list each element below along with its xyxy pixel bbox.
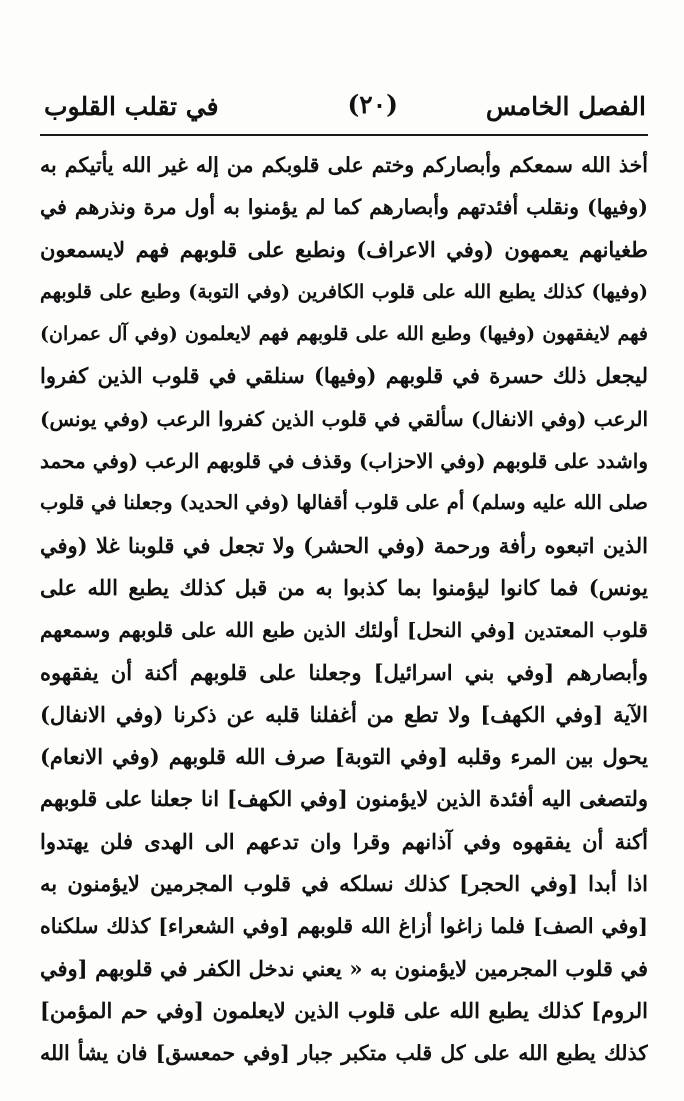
text-line: الروم] كذلك يطبع الله على قلوب الذين لايعلمون [وفي حم المؤمن]	[40, 997, 648, 1023]
text-line: الذين اتبعوه رأفة ورحمة (وفي الحشر) ولا تجعل في قلوبنا غلا (وفي	[40, 532, 648, 558]
text-line: يحول بين المرء وقلبه [وفي التوبة] صرف الله قلوبهم (وفي الانعام)	[40, 744, 648, 770]
text-line: [وفي الصف] فلما زاغوا أزاغ الله قلوبهم [وفي الشعراء] كذلك سلكناه	[40, 914, 648, 939]
chapter-title: الفصل الخامس	[485, 92, 646, 121]
text-line: واشدد على قلوبهم (وفي الاحزاب) وقذف في قلوبهم الرعب (وفي محمد	[40, 449, 648, 474]
text-line: أكنة أن يفقهوه وفي آذانهم وقرا وان تدعهم الى الهدى فلن يهتدوا	[40, 828, 648, 854]
page-header	[38, 92, 648, 132]
text-line: في قلوب المجرمين لايؤمنون به « يعني ندخل الكفر في قلوبهم [وفي	[40, 955, 648, 981]
text-line: كذلك يطبع الله على كل قلب متكبر جبار [وفي حمعسق] فان يشأ الله	[40, 1041, 648, 1066]
page-number: (٢٠)	[347, 90, 398, 119]
body-text	[40, 144, 648, 1075]
text-line: ولتصغى اليه أفئدة الذين لايؤمنون [وفي الكهف] انا جعلنا على قلوبهم	[40, 786, 648, 812]
text-line: أخذ الله سمعكم وأبصاركم وختم على قلوبكم من إله غير الله يأتيكم به	[40, 153, 648, 177]
text-line: طغيانهم يعمهون (وفي الاعراف) ونطبع على قلوبهم فهم لايسمعون	[40, 236, 648, 262]
text-line: اذا أبدا [وفي الحجر] كذلك نسلكه في قلوب المجرمين لايؤمنون به	[40, 871, 648, 897]
text-line: قلوب المعتدين [وفي النحل] أولئك الذين طبع الله على قلوبهم وسمعهم	[40, 618, 648, 643]
text-line: الآية [وفي الكهف] ولا تطع من أغفلنا قلبه عن ذكرنا (وفي الانفال)	[40, 701, 648, 727]
text-line: فهم لايفقهون (وفيها) وطبع الله على قلوبهم فهم لايعلمون (وفي آل عمران)	[40, 323, 648, 346]
text-line: صلى الله عليه وسلم) أم على قلوب أقفالها (وفي الحديد) وجعلنا في قلوب	[40, 491, 648, 515]
text-line: (وفيها) ونقلب أفئدتهم وأبصارهم كما لم يؤمنوا به أول مرة ونذرهم في	[40, 195, 648, 220]
text-line: يونس) فما كانوا ليؤمنوا بما كذبوا به من قبل كذلك يطبع الله على	[40, 574, 648, 600]
text-line: الرعب (وفي الانفال) سألقي في قلوب الذين كفروا الرعب (وفي يونس)	[40, 406, 648, 431]
header-rule	[40, 134, 648, 136]
text-line: ليجعل ذلك حسرة في قلوبهم (وفيها) سنلقي في قلوب الذين كفروا	[40, 363, 648, 389]
text-line: (وفيها) كذلك يطبع الله على قلوب الكافرين (وفي التوبة) وطبع على قلوبهم	[40, 280, 648, 303]
section-title: في تقلب القلوب	[44, 92, 219, 121]
text-line: وأبصارهم [وفي بني اسرائيل] وجعلنا على قلوبهم أكنة أن يفقهوه	[40, 659, 648, 685]
